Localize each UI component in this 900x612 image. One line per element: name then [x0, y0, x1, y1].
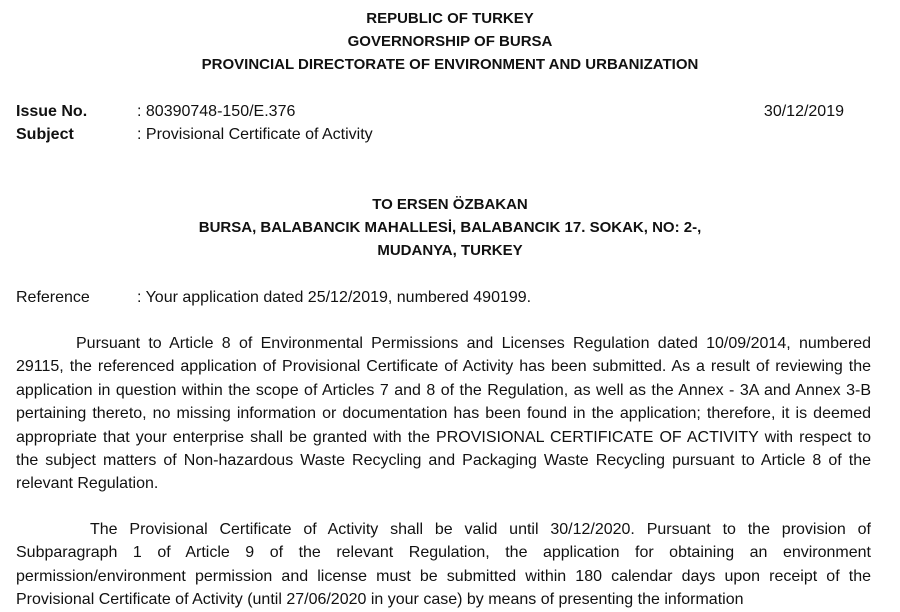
body-paragraph-2: The Provisional Certificate of Activity shall be valid until 30/12/2020. Pursuant to the provision of Subparagraph 1 of Article 9 of the relevant Regulation, the application for obtaining an environment permission/environment permission and license must be submitted within 180 calendar days upon receipt of the Provisional Certificate of Activity (until 27/06/2020 in your case) by means of presenting the information: [16, 521, 871, 609]
reference-label: Reference: [16, 289, 90, 306]
header-directorate: PROVINCIAL DIRECTORATE OF ENVIRONMENT AND URBANIZATION: [201, 56, 699, 73]
reference-value: : Your application dated 25/12/2019, numbered 490199.: [137, 289, 532, 306]
recipient-city-line: MUDANYA, TURKEY: [377, 242, 523, 259]
body-paragraph-1: Pursuant to Article 8 of Environmental Permissions and Licenses Regulation dated 10/09/2014, numbered 29115, the referenced application of Provisional Certificate of Activity has been submitted. As a result of reviewing the application in question within the scope of Articles 7 and 8 of the Regulation, as well as the Annex - 3A and Annex 3-B pertaining thereto, no missing information or documentation has been found in the application; therefore, it is deemed appropriate that your enterprise shall be granted with the PROVISIONAL CERTIFICATE OF ACTIVITY with respect to the subject matters of Non-hazardous Waste Recycling and Packaging Waste Recycling pursuant to Article 8 of the relevant Regulation.: [16, 335, 871, 493]
issue-number-label: Issue No.: [16, 103, 88, 120]
issue-number-value: : 80390748-150/E.376: [137, 103, 296, 120]
subject-label: Subject: [16, 126, 74, 143]
subject-value: : Provisional Certificate of Activity: [137, 126, 373, 143]
header-country: REPUBLIC OF TURKEY: [366, 10, 534, 27]
header-governorship: GOVERNORSHIP OF BURSA: [347, 33, 553, 50]
document-date: 30/12/2019: [763, 103, 844, 120]
recipient-name: TO ERSEN ÖZBAKAN: [372, 196, 528, 213]
recipient-address-line: BURSA, BALABANCIK MAHALLESİ, BALABANCIK 17. SOKAK, NO: 2-,: [198, 219, 702, 236]
